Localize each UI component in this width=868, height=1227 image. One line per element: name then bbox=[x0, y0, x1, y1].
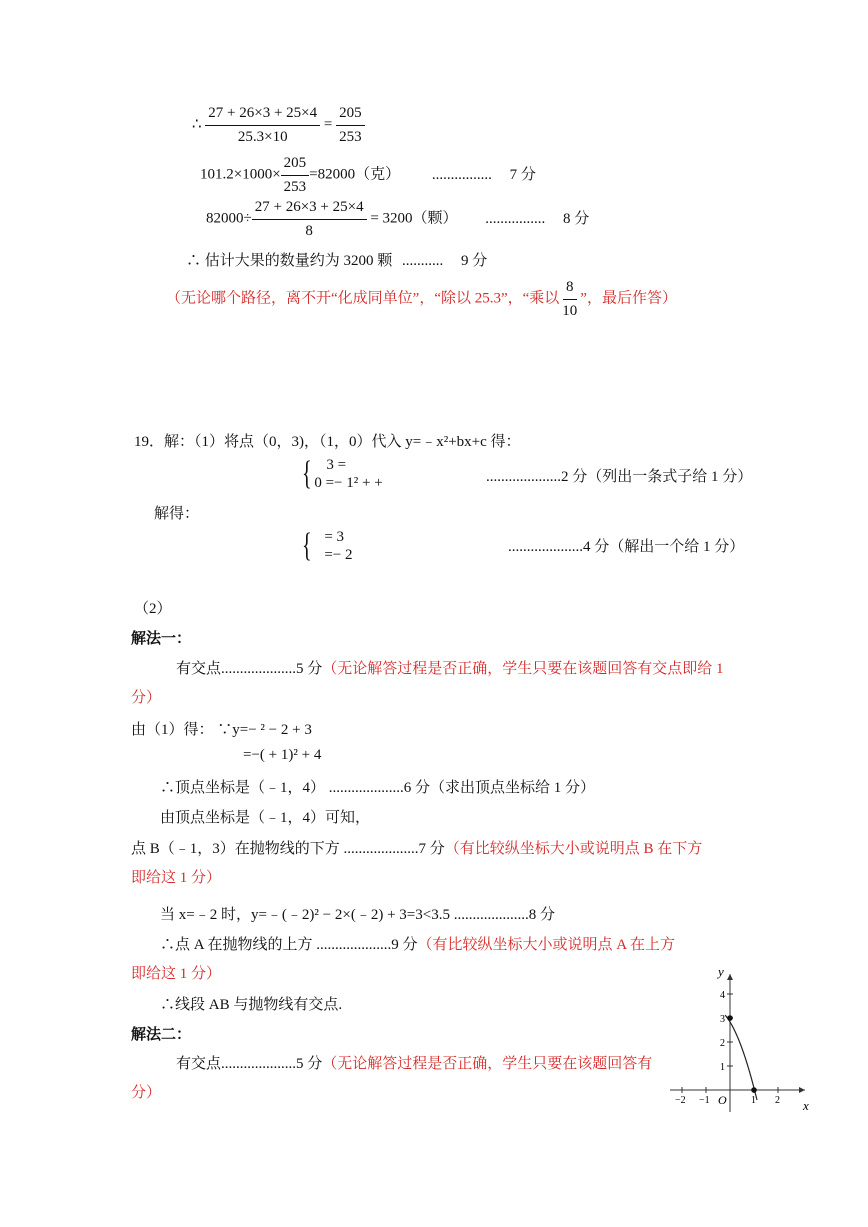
point-0-3 bbox=[727, 1015, 733, 1021]
x-tick-label: −1 bbox=[699, 1095, 710, 1106]
y-axis-arrow-icon bbox=[727, 974, 733, 980]
method-1-line-6: 当 x=﹣2 时，y=﹣(﹣2)² − 2×(﹣2) + 3=3<3.5 ....................8 分 bbox=[160, 907, 555, 923]
answer-text: 有交点....................5 分 bbox=[176, 1056, 323, 1072]
fraction-numerator: 27 + 26×3 + 25×4 bbox=[252, 198, 367, 220]
fraction bbox=[281, 154, 310, 197]
system-row-2: 0 =− 1² + + bbox=[314, 475, 383, 491]
parabola-graph bbox=[665, 962, 815, 1120]
system-row-2: =− 2 bbox=[324, 547, 353, 563]
fraction-denominator: 253 bbox=[339, 128, 362, 145]
method-1-line-5 bbox=[131, 837, 702, 858]
answer-text: 点 B（﹣1，3）在抛物线的下方 ....................7 分 bbox=[131, 841, 445, 857]
method-2-title: 解法二： bbox=[131, 1027, 192, 1043]
x-tick-label: −2 bbox=[675, 1095, 686, 1106]
brace-icon: { bbox=[302, 527, 312, 564]
x-axis-label: x bbox=[803, 1098, 809, 1113]
fraction-numerator: 205 bbox=[281, 154, 310, 176]
method-1-title: 解法一： bbox=[131, 631, 192, 647]
calc-result: = 3200（颗） bbox=[370, 210, 458, 227]
method-1-line-2a: 由（1）得： ∵y=− ² − 2 + 3 bbox=[131, 722, 312, 738]
line-2 bbox=[200, 154, 536, 197]
method-1-line-8: ∴线段 AB 与抛物线有交点. bbox=[160, 997, 343, 1013]
line-4 bbox=[186, 249, 487, 270]
y-axis-label: y bbox=[718, 964, 724, 979]
conclusion-text: ∴ 估计大果的数量约为 3200 颗 bbox=[186, 253, 393, 269]
fraction bbox=[559, 278, 580, 321]
grading-note: （有比较纵坐标大小或说明点 A 在上方 bbox=[417, 937, 676, 953]
score: 9 分 bbox=[461, 253, 488, 269]
y-tick-label: 3 bbox=[720, 1014, 725, 1025]
fraction-denominator: 25.3×10 bbox=[237, 128, 288, 145]
x-axis-arrow-icon bbox=[799, 1087, 805, 1093]
method-1-line-3: ∴顶点坐标是（﹣1，4） ....................6 分（求出顶点坐标给 1 分） bbox=[160, 780, 596, 796]
y-tick-label: 1 bbox=[720, 1062, 725, 1073]
note-text: （无论哪个路径，离不开“化成同单位”，“除以 25.3”，“乘以 bbox=[166, 290, 560, 307]
part-2-label: （2） bbox=[134, 601, 172, 617]
equals-sign: = bbox=[323, 116, 333, 133]
origin-label: O bbox=[718, 1093, 727, 1107]
fraction-numerator: 27 + 26×3 + 25×4 bbox=[205, 104, 320, 126]
grading-note-cont: 分） bbox=[131, 1085, 162, 1101]
fraction-numerator: 205 bbox=[336, 104, 365, 126]
method-1-line-1 bbox=[176, 657, 724, 678]
fraction-denominator: 8 bbox=[305, 222, 313, 239]
score: 8 分 bbox=[563, 210, 590, 227]
calc-prefix: 82000÷ bbox=[206, 210, 252, 227]
y-tick-label: 4 bbox=[720, 990, 725, 1001]
fraction-result bbox=[336, 104, 365, 147]
equation-system-1 bbox=[302, 456, 383, 492]
score: 7 分 bbox=[509, 166, 536, 183]
system-row-1: 3 = bbox=[326, 457, 347, 473]
grading-note-cont: 即给这 1 分） bbox=[131, 966, 222, 982]
grading-note: （有比较纵坐标大小或说明点 B 在下方 bbox=[444, 841, 703, 857]
grading-note-cont: 即给这 1 分） bbox=[131, 870, 222, 886]
system-1-score: ....................2 分（列出一条式子给 1 分） bbox=[486, 469, 753, 485]
q19-intro: 19．解：（1）将点（0，3)，（1，0）代入 y=﹣x²+bx+c 得： bbox=[134, 434, 521, 450]
method-1-line-4: 由顶点坐标是（﹣1，4）可知， bbox=[160, 810, 371, 826]
system-row-1: = 3 bbox=[324, 529, 345, 545]
calc-result: =82000（克） bbox=[309, 166, 401, 183]
line-3 bbox=[206, 198, 589, 241]
fraction-main bbox=[205, 104, 320, 147]
leader-dots: ................ bbox=[485, 210, 546, 227]
x-tick-label: 2 bbox=[775, 1095, 780, 1106]
grading-note: （无论解答过程是否正确，学生只要在该题回答有 bbox=[322, 1056, 653, 1072]
fraction-numerator: 8 bbox=[563, 278, 577, 300]
leader-dots: ................ bbox=[431, 166, 492, 183]
grading-note-cont: 分） bbox=[131, 690, 162, 706]
fraction-denominator: 253 bbox=[283, 178, 307, 195]
equation-system-2 bbox=[302, 528, 353, 564]
method-2-line-1 bbox=[176, 1052, 652, 1073]
answer-text: 有交点....................5 分 bbox=[176, 661, 323, 677]
therefore-symbol: ∴ bbox=[192, 116, 202, 133]
method-1-line-7 bbox=[160, 933, 675, 954]
system-2-score: ....................4 分（解出一个给 1 分） bbox=[508, 539, 745, 555]
answer-text: ∴点 A 在抛物线的上方 ....................9 分 bbox=[160, 937, 418, 953]
y-tick-label: 2 bbox=[720, 1038, 725, 1049]
grading-note bbox=[166, 278, 677, 321]
solve-label: 解得： bbox=[154, 506, 200, 522]
calc-prefix: 101.2×1000× bbox=[200, 166, 281, 183]
grading-note: （无论解答过程是否正确，学生只要在该题回答有交点即给 1 bbox=[322, 661, 724, 677]
method-1-line-2b: =−( + 1)² + 4 bbox=[243, 747, 322, 763]
fraction bbox=[252, 198, 367, 241]
fraction-denominator: 10 bbox=[562, 302, 578, 319]
leader-dots: ........... bbox=[402, 253, 444, 269]
note-text-end: ”，最后作答） bbox=[580, 290, 677, 307]
x-tick-label: 1 bbox=[751, 1095, 756, 1106]
line-1 bbox=[192, 104, 365, 147]
brace-icon: { bbox=[302, 455, 312, 492]
point-1-0 bbox=[751, 1087, 757, 1093]
